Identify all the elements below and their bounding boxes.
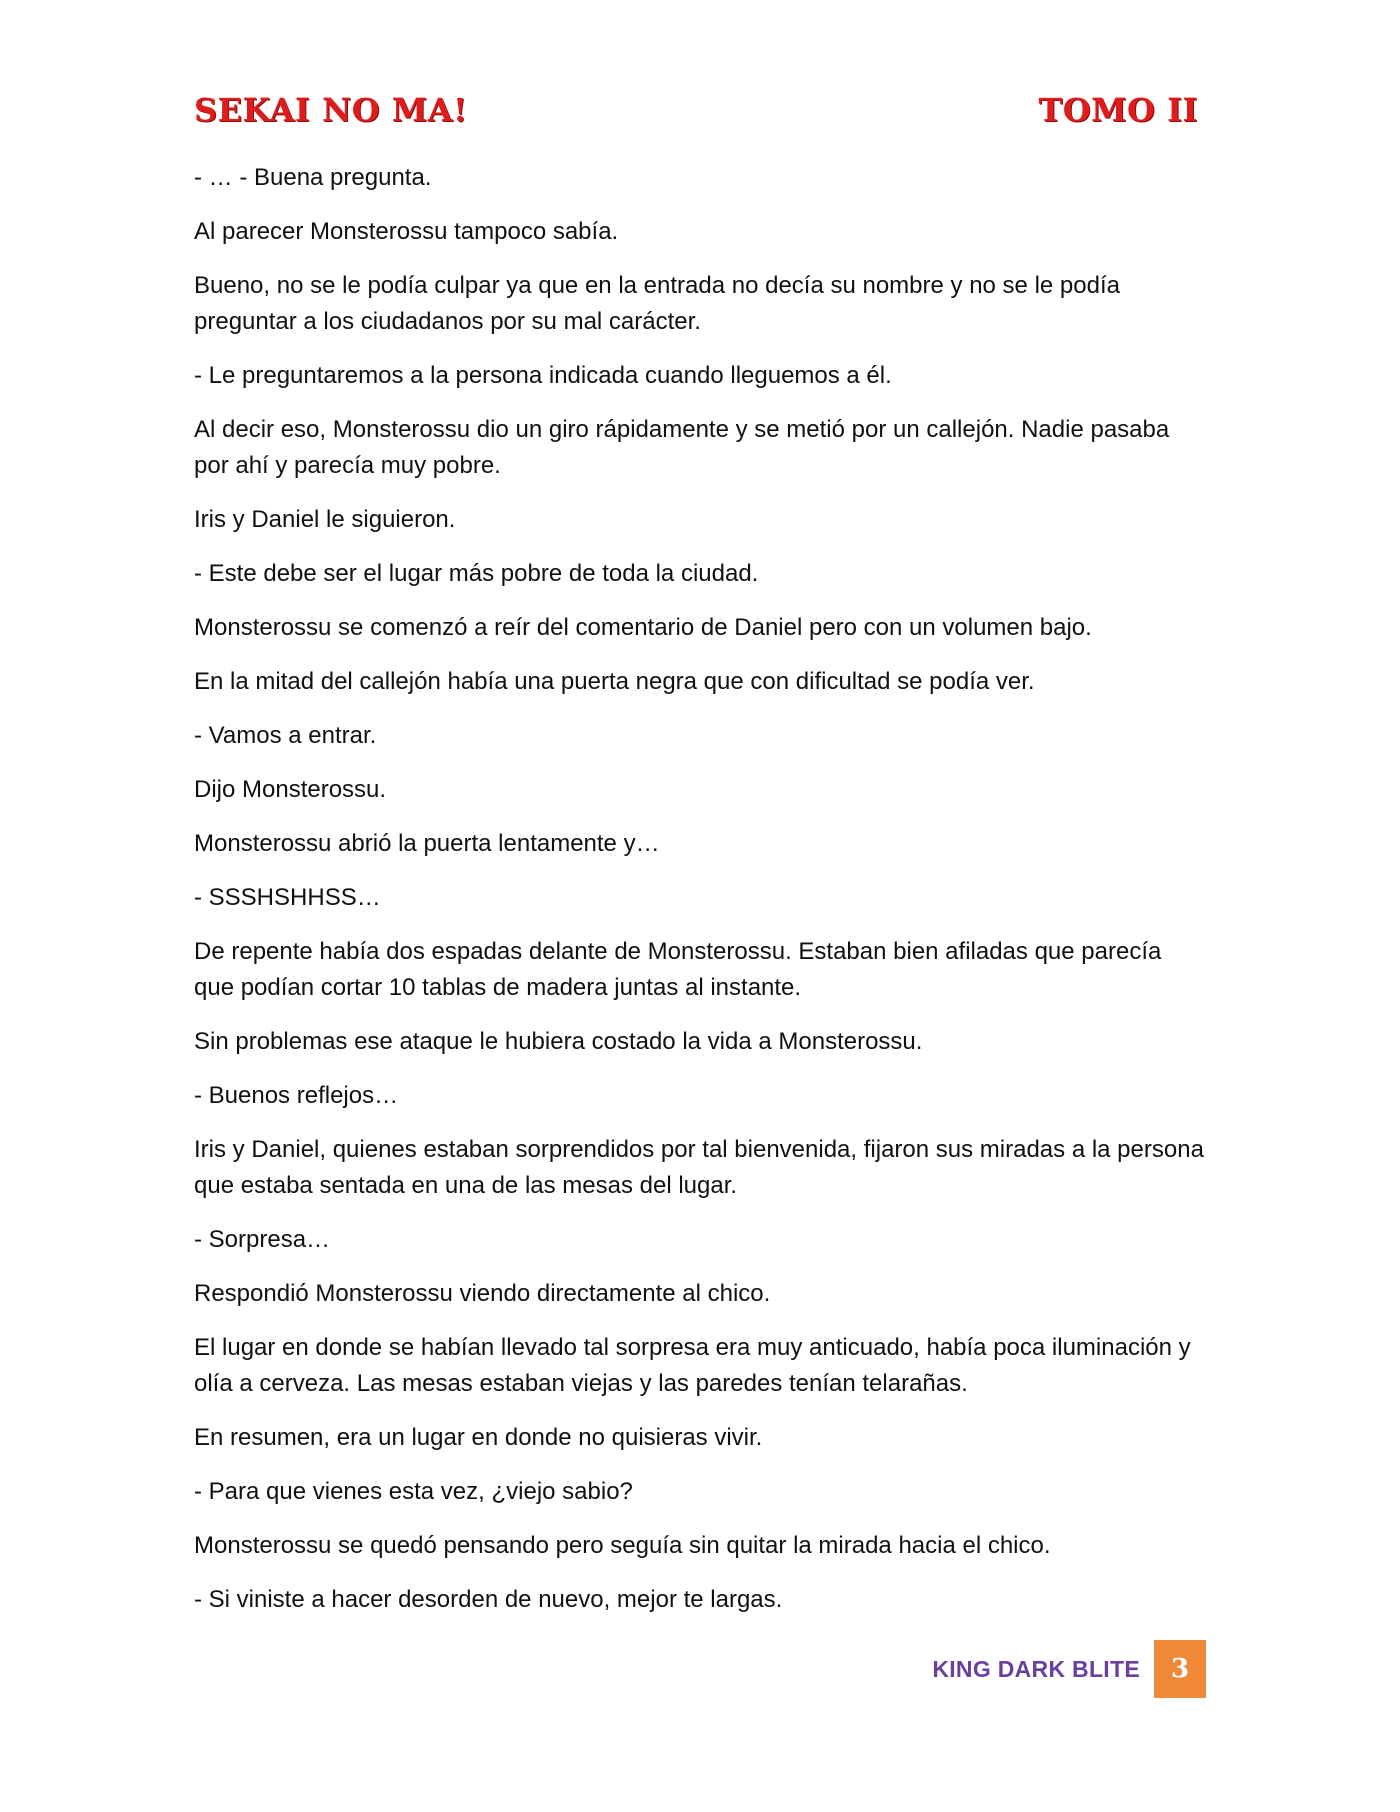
- paragraph: - Buenos reflejos…: [194, 1082, 399, 1109]
- paragraph: Al decir eso, Monsterossu dio un giro rápidamente y se metió por un callejón. Nadie pasaba por ahí y parecía muy pobre.: [194, 416, 1170, 479]
- paragraph: De repente había dos espadas delante de Monsterossu. Estaban bien afiladas que parecía que podían cortar 10 tablas de madera juntas al instante.: [194, 938, 1162, 1001]
- paragraph: El lugar en donde se habían llevado tal sorpresa era muy anticuado, había poca iluminación y olía a cerveza. Las mesas estaban viejas y las paredes tenían telarañas.: [194, 1334, 1191, 1397]
- page-number: 3: [1170, 1654, 1190, 1684]
- paragraph: En la mitad del callejón había una puerta negra que con dificultad se podía ver.: [194, 668, 1035, 695]
- paragraph: - Sorpresa…: [194, 1226, 331, 1253]
- book-title: SEKAI NO MA!: [194, 91, 468, 129]
- paragraph: Dijo Monsterossu.: [194, 776, 387, 803]
- paragraph: - Para que vienes esta vez, ¿viejo sabio?: [194, 1478, 633, 1505]
- paragraph: Monsterossu abrió la puerta lentamente y…: [194, 830, 660, 857]
- paragraph: - Este debe ser el lugar más pobre de toda la ciudad.: [194, 560, 759, 587]
- paragraph: Respondió Monsterossu viendo directamente al chico.: [194, 1280, 771, 1307]
- paragraph: - SSSHSHHSS…: [194, 884, 381, 911]
- paragraph: Monsterossu se comenzó a reír del comentario de Daniel pero con un volumen bajo.: [194, 614, 1092, 641]
- page-footer: [900, 1640, 1206, 1698]
- paragraph: Iris y Daniel le siguieron.: [194, 506, 456, 533]
- paragraph: - Le preguntaremos a la persona indicada cuando lleguemos a él.: [194, 362, 892, 389]
- paragraph: Bueno, no se le podía culpar ya que en la entrada no decía su nombre y no se le podía preguntar a los ciudadanos por su mal carácter.: [194, 272, 1120, 335]
- page-body: [194, 160, 1204, 1636]
- paragraph: En resumen, era un lugar en donde no quisieras vivir.: [194, 1424, 763, 1451]
- volume-title: TOMO II: [1038, 91, 1198, 129]
- paragraph: - Vamos a entrar.: [194, 722, 377, 749]
- paragraph: - Si viniste a hacer desorden de nuevo, mejor te largas.: [194, 1586, 783, 1613]
- page-number-badge: [1154, 1640, 1206, 1698]
- author-name: KING DARK BLITE: [932, 1655, 1140, 1682]
- paragraph: Monsterossu se quedó pensando pero seguía sin quitar la mirada hacia el chico.: [194, 1532, 1051, 1559]
- paragraph: Iris y Daniel, quienes estaban sorprendidos por tal bienvenida, fijaron sus miradas a la persona que estaba sentada en una de las mesas del lugar.: [194, 1136, 1204, 1199]
- paragraph: Al parecer Monsterossu tampoco sabía.: [194, 218, 619, 245]
- page-header: [194, 88, 1198, 132]
- paragraph: - … - Buena pregunta.: [194, 164, 432, 191]
- paragraph: Sin problemas ese ataque le hubiera costado la vida a Monsterossu.: [194, 1028, 923, 1055]
